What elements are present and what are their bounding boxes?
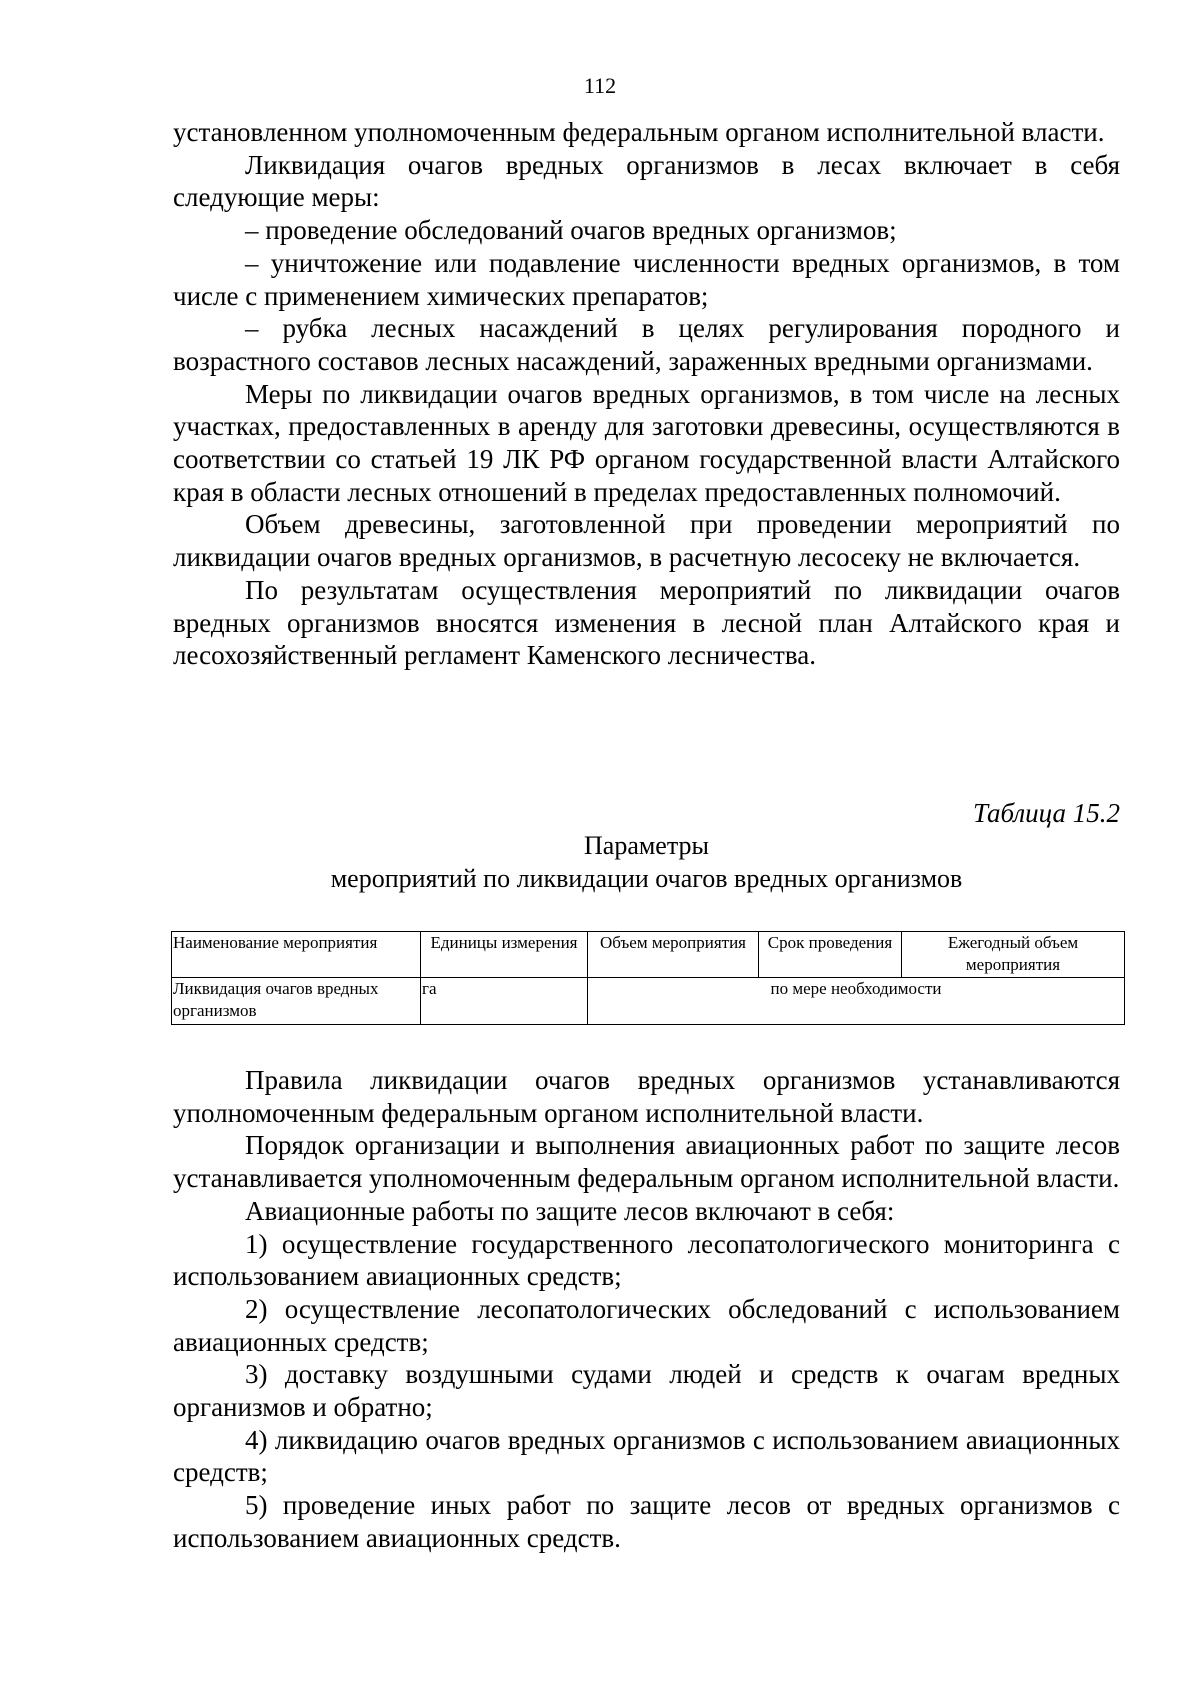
parameters-table (171, 931, 1125, 1025)
list-item: 1) осуществление государственного лесопатологического мониторинга с использованием авиационных средств; (173, 1228, 1120, 1292)
text-block-top (173, 116, 1120, 672)
table-header-row (172, 932, 1125, 978)
list-item: 5) проведение иных работ по защите лесов от вредных организмов с использованием авиационных средств. (173, 1490, 1120, 1553)
paragraph: установленном уполномоченным федеральным органом исполнительной власти. (173, 117, 1105, 147)
list-item: – рубка лесных насаждений в целях регулирования породного и возрастного составов лесных насаждений, зараженных вредными организмами. (173, 313, 1120, 376)
table-cell-merged: по мере необходимости (588, 978, 1125, 1025)
column-header: Срок проведения (759, 932, 902, 978)
paragraph: Правила ликвидации очагов вредных организмов устанавливаются уполномоченным федеральным органом исполнительной власти. (173, 1065, 1120, 1128)
table-cell-name: Ликвидация очагов вредных организмов (172, 978, 421, 1025)
list-item: 3) доставку воздушными судами людей и средств к очагам вредных организмов и обратно; (173, 1359, 1120, 1423)
paragraph: Порядок организации и выполнения авиационных работ по защите лесов устанавливается уполномоченным федеральным органом исполнительной власти. (173, 1130, 1120, 1194)
list-item: 4) ликвидацию очагов вредных организмов с использованием авиационных средств; (173, 1424, 1120, 1488)
paragraph: Меры по ликвидации очагов вредных организмов, в том числе на лесных участках, предоставленных в аренду для заготовки древесины, осуществляются в соответствии со статьей 19 ЛК РФ органом государственной власти Алтайского края в области лесных отношений в пределах предоставленных полномочий. (173, 378, 1120, 507)
table-title (173, 829, 1120, 895)
list-item: – уничтожение или подавление численности вредных организмов, в том числе с применением химических препаратов; (173, 247, 1120, 311)
table-cell-unit: га (421, 978, 588, 1025)
column-header: Единицы измерения (421, 932, 588, 978)
paragraph: По результатам осуществления мероприятий по ликвидации очагов вредных организмов вносятся изменения в лесной план Алтайского края и лесохозяйственный регламент Каменского лесничества. (173, 574, 1120, 671)
column-header: Ежегодный объем мероприятия (902, 932, 1125, 978)
table-title-line: Параметры (584, 831, 709, 860)
text-block-bottom (173, 1064, 1120, 1555)
paragraph: Авиационные работы по защите лесов включают в себя: (245, 1195, 895, 1226)
list-item: – проведение обследований очагов вредных организмов; (245, 215, 897, 246)
column-header: Наименование мероприятия (172, 932, 421, 978)
column-header: Объем мероприятия (588, 932, 759, 978)
page-number: 112 (583, 73, 617, 98)
paragraph: Ликвидация очагов вредных организмов в лесах включает в себя следующие меры: (173, 149, 1120, 213)
table-caption: Таблица 15.2 (972, 798, 1120, 828)
table-row (172, 978, 1125, 1025)
paragraph: Объем древесины, заготовленной при проведении мероприятий по ликвидации очагов вредных организмов, в расчетную лесосеку не включается. (173, 509, 1120, 573)
list-item: 2) осуществление лесопатологических обследований с использованием авиационных средств; (173, 1293, 1120, 1357)
table-subtitle-line: мероприятий по ликвидации очагов вредных организмов (330, 864, 963, 893)
